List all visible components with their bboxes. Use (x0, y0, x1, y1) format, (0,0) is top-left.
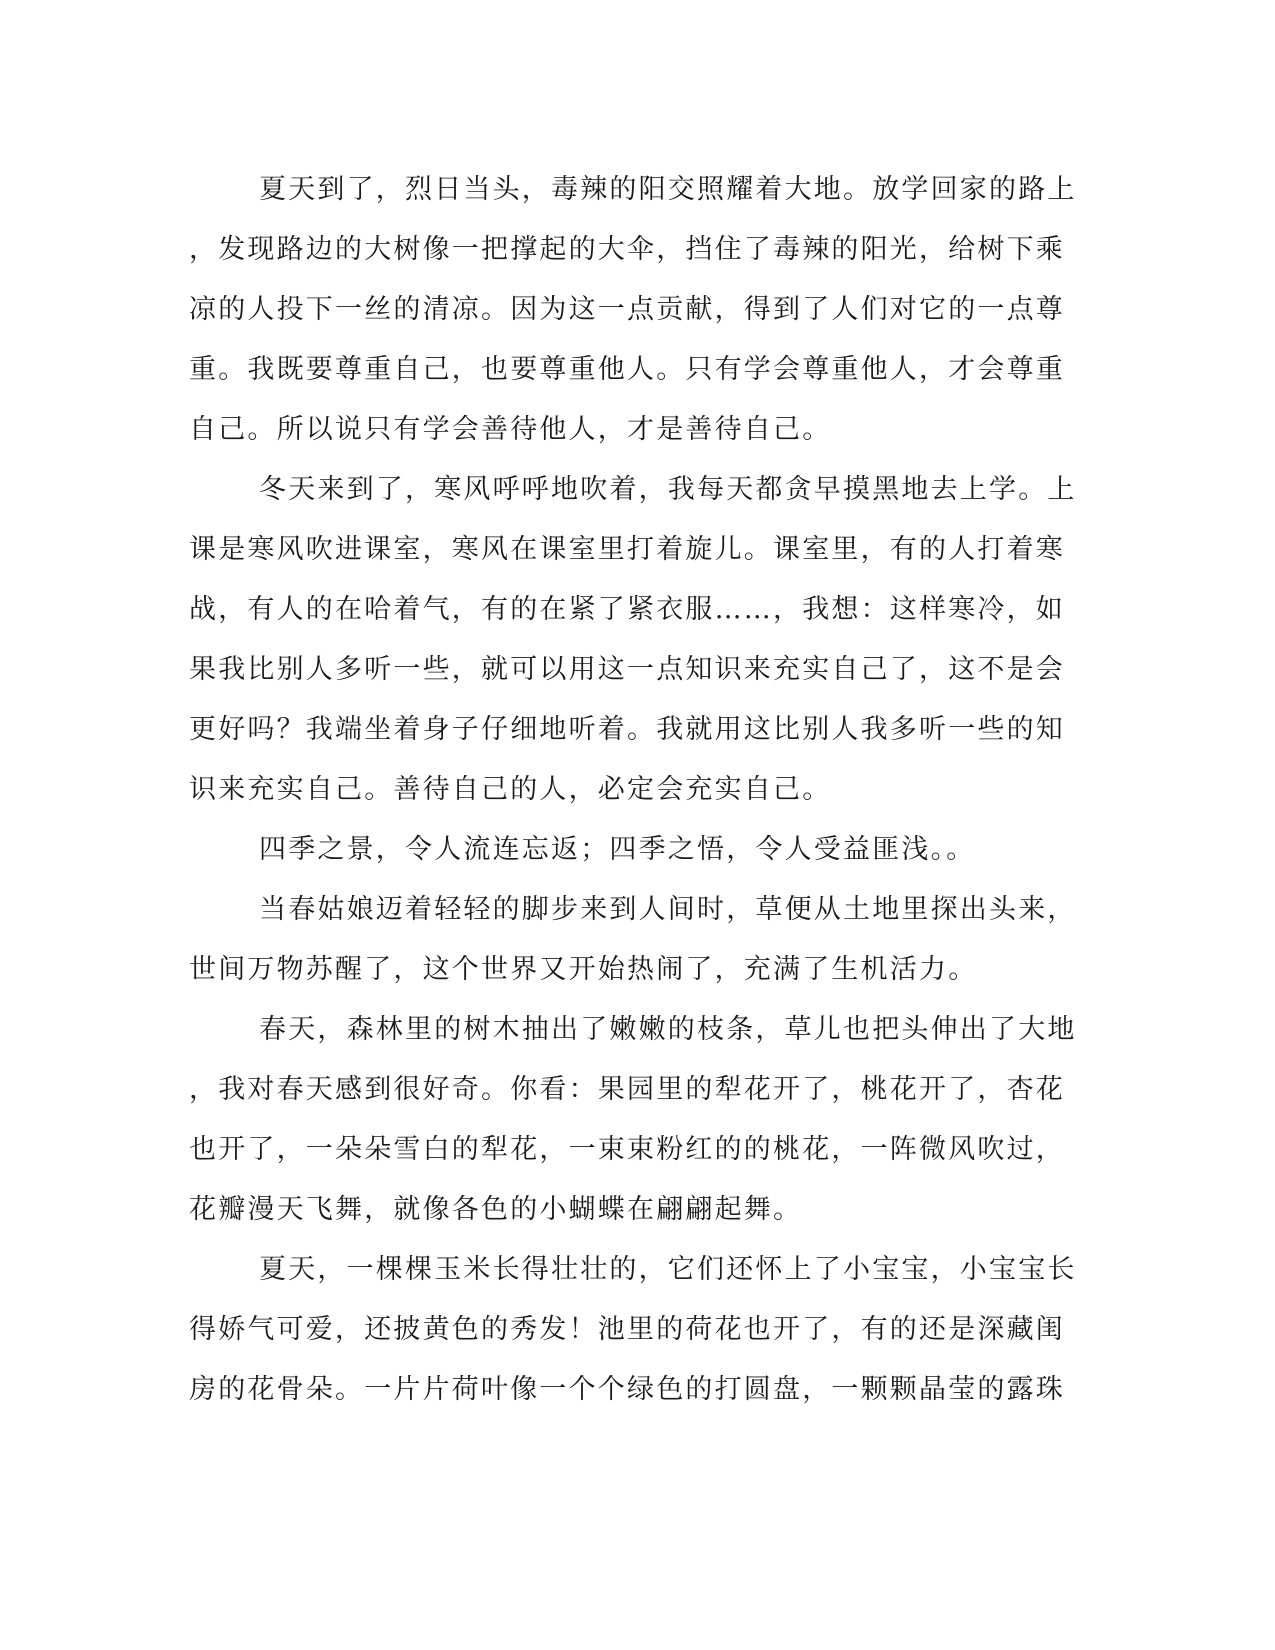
text-line: 春天，森林里的树木抽出了嫩嫩的枝条，草儿也把头伸出了大地 (259, 1014, 1077, 1045)
text-line: 重。我既要尊重自己，也要尊重他人。只有学会尊重他人，才会尊重 (189, 354, 1065, 385)
text-line: 夏天到了，烈日当头，毒辣的阳交照耀着大地。放学回家的路上 (259, 174, 1077, 205)
text-line: 房的花骨朵。一片片荷叶像一个个绿色的打圆盘，一颗颗晶莹的露珠 (189, 1374, 1065, 1405)
text-line: 冬天来到了，寒风呼呼地吹着，我每天都贪早摸黑地去上学。上 (259, 474, 1077, 505)
paragraph-four-seasons (189, 820, 1069, 880)
text-line: 世间万物苏醒了，这个世界又开始热闹了，充满了生机活力。 (189, 954, 978, 985)
paragraph-winter-class (189, 460, 1077, 820)
text-line: ，发现路边的大树像一把撑起的大伞，挡住了毒辣的阳光，给树下乘 (189, 234, 1065, 265)
text-line: 课是寒风吹进课室，寒风在课室里打着旋儿。课室里，有的人打着寒 (189, 534, 1065, 565)
text-line: 战，有人的在哈着气，有的在紧了紧衣服……，我想：这样寒冷，如 (189, 594, 1065, 625)
text-line: 当春姑娘迈着轻轻的脚步来到人间时，草便从土地里探出头来， (259, 894, 1077, 925)
text-line: 花瓣漫天飞舞，就像各色的小蝴蝶在翩翩起舞。 (189, 1194, 803, 1225)
text-line: 四季之景，令人流连忘返；四季之悟，令人受益匪浅。。 (259, 834, 976, 865)
text-line: 识来充实自己。善待自己的人，必定会充实自己。 (189, 774, 832, 805)
text-line: ，我对春天感到很好奇。你看：果园里的犁花开了，桃花开了，杏花 (189, 1074, 1065, 1105)
text-line: 果我比别人多听一些，就可以用这一点知识来充实自己了，这不是会 (189, 654, 1065, 685)
paragraph-summer-shade (189, 160, 1077, 460)
paragraph-spring-arrives (189, 880, 1077, 1000)
text-line: 更好吗？我端坐着身子仔细地听着。我就用这比别人我多听一些的知 (189, 714, 1065, 745)
text-line: 夏天，一棵棵玉米长得壮壮的，它们还怀上了小宝宝，小宝宝长 (259, 1254, 1077, 1285)
paragraph-summer-corn (189, 1240, 1077, 1420)
text-line: 得娇气可爱，还披黄色的秀发！池里的荷花也开了，有的还是深藏闺 (189, 1314, 1065, 1345)
text-line: 也开了，一朵朵雪白的犁花，一束束粉红的的桃花，一阵微风吹过， (189, 1134, 1065, 1165)
text-line: 凉的人投下一丝的清凉。因为这一点贡献，得到了人们对它的一点尊 (189, 294, 1065, 325)
essay-body (189, 160, 1077, 1420)
text-line: 自己。所以说只有学会善待他人，才是善待自己。 (189, 414, 832, 445)
paragraph-spring-flowers (189, 1000, 1077, 1240)
